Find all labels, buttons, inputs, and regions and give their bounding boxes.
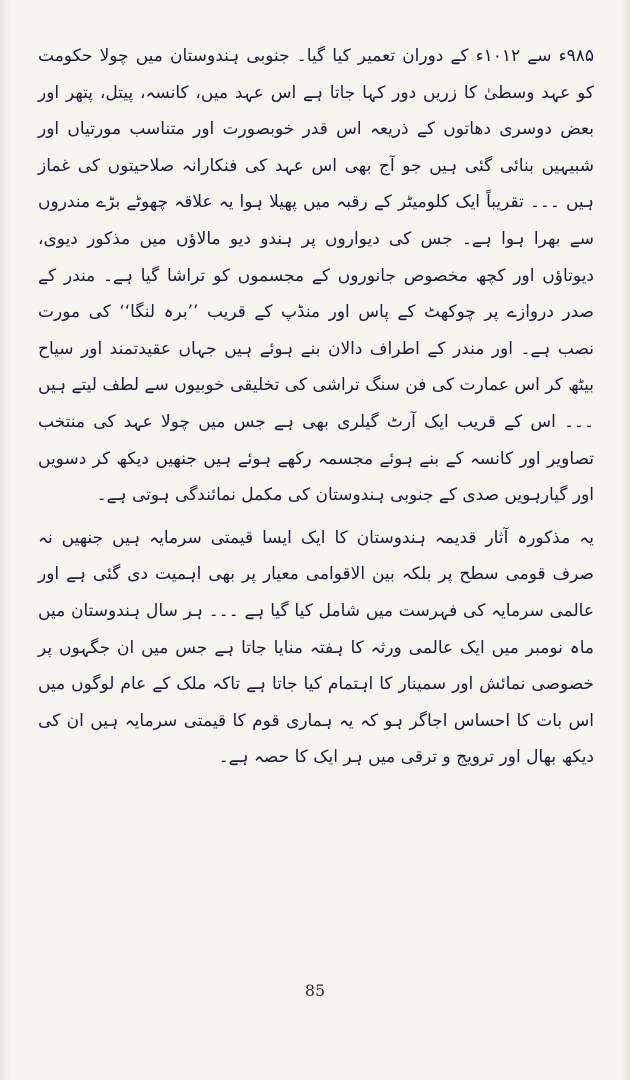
paragraph-2: یہ مذکورہ آثار قدیمہ ہندوستان کا ایک ایسا قیمتی سرمایہ ہیں جنھیں نہ صرف قومی سطح پر بلکہ بین الاقوامی معیار پر بھی اہمیت دی گئی ہے اور عالمی سرمایہ کی فہرست میں شامل کیا گیا ہے ۔۔۔ ہر سال ہندوستان میں ماہ نومبر میں ایک عالمی ورثہ کا ہفتہ منایا جاتا ہے جس میں ان جگہوں پر خصوصی نمائش اور سمینار کا اہتمام کیا جاتا ہے تاکہ ملک کے عام لوگوں میں اس بات کا احساس اجاگر ہو کہ یہ ہماری قوم کا قیمتی سرمایہ ہیں ان کی دیکھ بھال اور ترویج و ترقی میں ہر ایک کا حصہ ہے۔ xyxy=(38,527,594,768)
page-number: 85 xyxy=(304,981,326,1000)
body-text xyxy=(38,38,594,776)
page-left-edge xyxy=(0,0,10,1080)
paragraph-1: ۹۸۵ء سے ۱۰۱۲ء کے دوران تعمیر کیا گیا۔ جنوبی ہندوستان میں چولا حکومت کو عہد وسطیٰ کا زریں دور کہا جاتا ہے اس عہد میں، کانسہ، پیتل، پتھر اور بعض دوسری دھاتوں کے ذریعہ اس قدر خوبصورت اور متناسب مورتیاں اور شبیہیں بنائی گئی ہیں جو آج بھی اس عہد کی فنکارانہ صلاحیتوں کی غماز ہیں ۔۔۔ تقریباً ایک کلومیٹر کے رقبہ میں پھیلا ہوا یہ علاقہ چھوٹے بڑے مندروں سے بھرا ہوا ہے۔ جس کی دیواروں پر ہندو دیو مالاؤں میں مذکور دیوی، دیوتاؤں اور کچھ مخصوص جانوروں کے مجسموں کو تراشا گیا ہے۔ مندر کے صدر دروازے پر چوکھٹ کے پاس اور منڈپ کے قریب ’’برہ لنگا‘‘ کی مورت نصب ہے۔ اور مندر کے اطراف دالان بنے ہوئے ہیں جہاں عقیدتمند اور سیاح بیٹھ کر اس عمارت کی فن سنگ تراشی کی تخلیقی خوبیوں سے لطف لیتے ہیں ۔۔۔ اس کے قریب ایک آرٹ گیلری بھی ہے جس میں چولا عہد کی منتخب تصاویر اور کانسہ کے بنے ہوئے مجسمہ رکھے ہوئے ہیں جنھیں دیکھ کر دسویں اور گیارہویں صدی کے جنوبی ہندوستان کی مکمل نمائندگی ہوتی ہے۔ xyxy=(38,46,595,506)
page-right-edge xyxy=(620,0,630,1080)
